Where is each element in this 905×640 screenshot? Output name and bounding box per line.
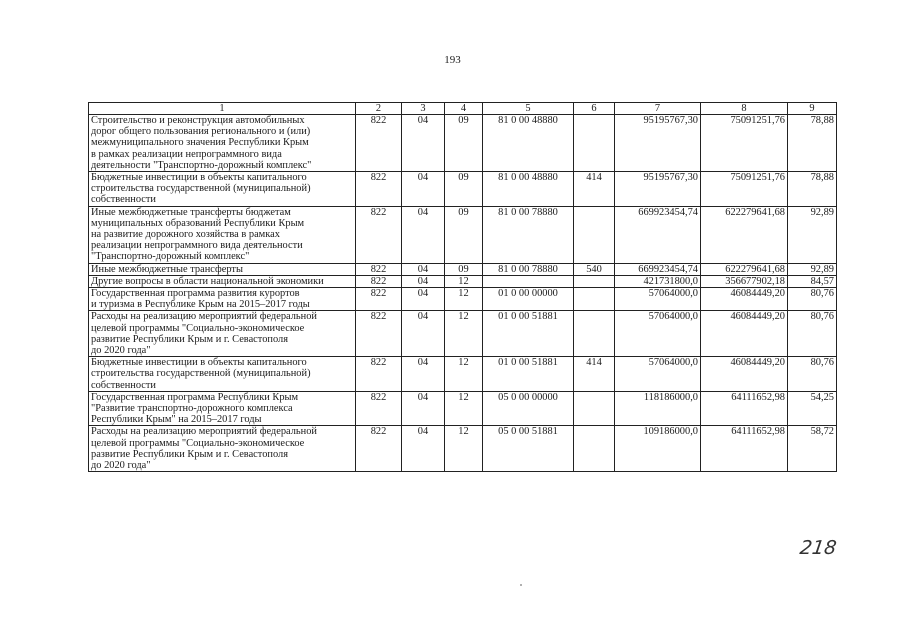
execution-percent-cell: 78,88 — [788, 172, 837, 207]
item-name-line: Иные межбюджетные трансферты бюджетам — [91, 206, 291, 218]
table-row — [89, 288, 837, 311]
item-name-cell — [89, 426, 356, 472]
table-row — [89, 275, 837, 287]
execution-percent-cell: 54,25 — [788, 391, 837, 426]
executed-amount-cell: 75091251,76 — [701, 115, 788, 172]
executed-amount-cell: 46084449,20 — [701, 311, 788, 357]
item-name-line: собственности — [91, 194, 156, 206]
item-name-line: Государственная программа Республики Крым — [91, 391, 299, 403]
target-article-cell: 81 0 00 48880 — [483, 172, 574, 207]
target-article-cell: 05 0 00 00000 — [483, 391, 574, 426]
executed-amount-cell: 46084449,20 — [701, 288, 788, 311]
execution-percent-cell: 80,76 — [788, 357, 837, 392]
item-name-line: Государственная программа развития курортов — [91, 288, 300, 300]
item-name-line: муниципальных образований Республики Крым — [91, 217, 305, 229]
item-name-line: деятельности "Транспортно-дорожный комплекс" — [91, 159, 312, 171]
approved-amount-cell: 57064000,0 — [615, 357, 701, 392]
executed-amount-cell: 75091251,76 — [701, 172, 788, 207]
expense-type-cell — [574, 391, 615, 426]
executed-amount-cell: 64111652,98 — [701, 426, 788, 472]
item-name-line: строительства государственной (муниципальной) — [91, 183, 311, 195]
section-code-cell: 04 — [402, 288, 445, 311]
executed-amount-cell: 622279641,68 — [701, 263, 788, 275]
expense-type-cell — [574, 426, 615, 472]
section-code-cell: 04 — [402, 115, 445, 172]
table-row — [89, 172, 837, 207]
admin-code-cell: 822 — [356, 263, 402, 275]
item-name-line: целевой программы "Социально-экономическое — [91, 437, 305, 449]
item-name-line: целевой программы "Социально-экономическое — [91, 322, 305, 334]
item-name-cell — [89, 288, 356, 311]
header-cell: 7 — [615, 103, 701, 115]
item-name-line: до 2020 года" — [91, 460, 151, 472]
approved-amount-cell: 57064000,0 — [615, 288, 701, 311]
header-cell: 5 — [483, 103, 574, 115]
approved-amount-cell: 669923454,74 — [615, 263, 701, 275]
item-name-line: Бюджетные инвестиции в объекты капитального — [91, 357, 307, 369]
subsection-code-cell: 09 — [445, 263, 483, 275]
item-name-line: до 2020 года" — [91, 345, 151, 357]
item-name-line: реализации непрограммного вида деятельности — [91, 240, 303, 252]
item-name-line: дорог общего пользования регионального и (или) — [91, 126, 311, 138]
approved-amount-cell: 95195767,30 — [615, 172, 701, 207]
section-code-cell: 04 — [402, 426, 445, 472]
section-code-cell: 04 — [402, 172, 445, 207]
item-name-line: Иные межбюджетные трансферты — [91, 263, 243, 275]
item-name-line: и туризма в Республике Крым на 2015–2017 годы — [91, 299, 310, 311]
approved-amount-cell: 118186000,0 — [615, 391, 701, 426]
section-code-cell: 04 — [402, 206, 445, 263]
page-number: 193 — [444, 54, 461, 66]
header-cell: 6 — [574, 103, 615, 115]
item-name-line: межмуниципального значения Республики Крым — [91, 137, 309, 149]
admin-code-cell: 822 — [356, 357, 402, 392]
header-cell: 4 — [445, 103, 483, 115]
executed-amount-cell: 46084449,20 — [701, 357, 788, 392]
approved-amount-cell: 109186000,0 — [615, 426, 701, 472]
section-code-cell: 04 — [402, 263, 445, 275]
execution-percent-cell: 84,57 — [788, 275, 837, 287]
item-name-line: развитие Республики Крым и г. Севастополя — [91, 448, 288, 460]
handwritten-page-note: 218 — [798, 537, 838, 559]
item-name-cell — [89, 263, 356, 275]
item-name-line: "Развитие транспортно-дорожного комплекса — [91, 403, 293, 415]
expense-type-cell: 540 — [574, 263, 615, 275]
table-row — [89, 426, 837, 472]
item-name-line: Расходы на реализацию мероприятий федеральной — [91, 426, 317, 438]
header-row — [89, 103, 837, 115]
item-name-cell — [89, 172, 356, 207]
execution-percent-cell: 80,76 — [788, 288, 837, 311]
subsection-code-cell: 12 — [445, 275, 483, 287]
approved-amount-cell: 421731800,0 — [615, 275, 701, 287]
subsection-code-cell: 12 — [445, 288, 483, 311]
section-code-cell: 04 — [402, 357, 445, 392]
item-name-cell — [89, 206, 356, 263]
table-row — [89, 311, 837, 357]
target-article-cell: 01 0 00 51881 — [483, 357, 574, 392]
section-code-cell: 04 — [402, 391, 445, 426]
item-name-line: на развитие дорожного хозяйства в рамках — [91, 229, 280, 241]
item-name-line: развитие Республики Крым и г. Севастополя — [91, 333, 288, 345]
admin-code-cell: 822 — [356, 426, 402, 472]
executed-amount-cell: 64111652,98 — [701, 391, 788, 426]
admin-code-cell: 822 — [356, 172, 402, 207]
expense-type-cell — [574, 206, 615, 263]
item-name-line: строительства государственной (муниципальной) — [91, 368, 311, 380]
executed-amount-cell: 356677902,18 — [701, 275, 788, 287]
subsection-code-cell: 09 — [445, 115, 483, 172]
execution-percent-cell: 92,89 — [788, 206, 837, 263]
target-article-cell: 81 0 00 78880 — [483, 263, 574, 275]
target-article-cell: 81 0 00 78880 — [483, 206, 574, 263]
item-name-line: Республики Крым" на 2015–2017 годы — [91, 414, 262, 426]
expense-type-cell — [574, 311, 615, 357]
expense-type-cell — [574, 275, 615, 287]
execution-percent-cell: 92,89 — [788, 263, 837, 275]
expense-type-cell — [574, 288, 615, 311]
subsection-code-cell: 12 — [445, 426, 483, 472]
item-name-cell — [89, 391, 356, 426]
subsection-code-cell: 09 — [445, 172, 483, 207]
admin-code-cell: 822 — [356, 288, 402, 311]
subsection-code-cell: 12 — [445, 357, 483, 392]
header-cell: 1 — [89, 103, 356, 115]
header-cell: 9 — [788, 103, 837, 115]
target-article-cell: 81 0 00 48880 — [483, 115, 574, 172]
table-row — [89, 391, 837, 426]
item-name-cell — [89, 357, 356, 392]
budget-table — [88, 102, 837, 472]
item-name-line: Строительство и реконструкция автомобильных — [91, 115, 305, 126]
expense-type-cell: 414 — [574, 172, 615, 207]
header-cell: 3 — [402, 103, 445, 115]
item-name-line: "Транспортно-дорожный комплекс" — [91, 251, 250, 263]
item-name-cell — [89, 275, 356, 287]
execution-percent-cell: 58,72 — [788, 426, 837, 472]
table-row — [89, 115, 837, 172]
target-article-cell: 05 0 00 51881 — [483, 426, 574, 472]
subsection-code-cell: 12 — [445, 391, 483, 426]
item-name-cell — [89, 311, 356, 357]
item-name-line: Другие вопросы в области национальной экономики — [91, 275, 324, 287]
item-name-line: собственности — [91, 379, 156, 391]
approved-amount-cell: 57064000,0 — [615, 311, 701, 357]
expense-type-cell — [574, 115, 615, 172]
subsection-code-cell: 09 — [445, 206, 483, 263]
admin-code-cell: 822 — [356, 275, 402, 287]
table-row — [89, 357, 837, 392]
header-cell: 2 — [356, 103, 402, 115]
scan-speck — [520, 584, 522, 586]
item-name-cell — [89, 115, 356, 172]
execution-percent-cell: 78,88 — [788, 115, 837, 172]
header-cell: 8 — [701, 103, 788, 115]
admin-code-cell: 822 — [356, 391, 402, 426]
admin-code-cell: 822 — [356, 311, 402, 357]
target-article-cell — [483, 275, 574, 287]
expense-type-cell: 414 — [574, 357, 615, 392]
execution-percent-cell: 80,76 — [788, 311, 837, 357]
section-code-cell: 04 — [402, 275, 445, 287]
item-name-line: Бюджетные инвестиции в объекты капитального — [91, 172, 307, 184]
section-code-cell: 04 — [402, 311, 445, 357]
table-row — [89, 263, 837, 275]
target-article-cell: 01 0 00 00000 — [483, 288, 574, 311]
subsection-code-cell: 12 — [445, 311, 483, 357]
admin-code-cell: 822 — [356, 206, 402, 263]
executed-amount-cell: 622279641,68 — [701, 206, 788, 263]
item-name-line: в рамках реализации непрограммного вида — [91, 148, 282, 160]
item-name-line: Расходы на реализацию мероприятий федеральной — [91, 311, 317, 323]
admin-code-cell: 822 — [356, 115, 402, 172]
target-article-cell: 01 0 00 51881 — [483, 311, 574, 357]
approved-amount-cell: 95195767,30 — [615, 115, 701, 172]
table-row — [89, 206, 837, 263]
approved-amount-cell: 669923454,74 — [615, 206, 701, 263]
